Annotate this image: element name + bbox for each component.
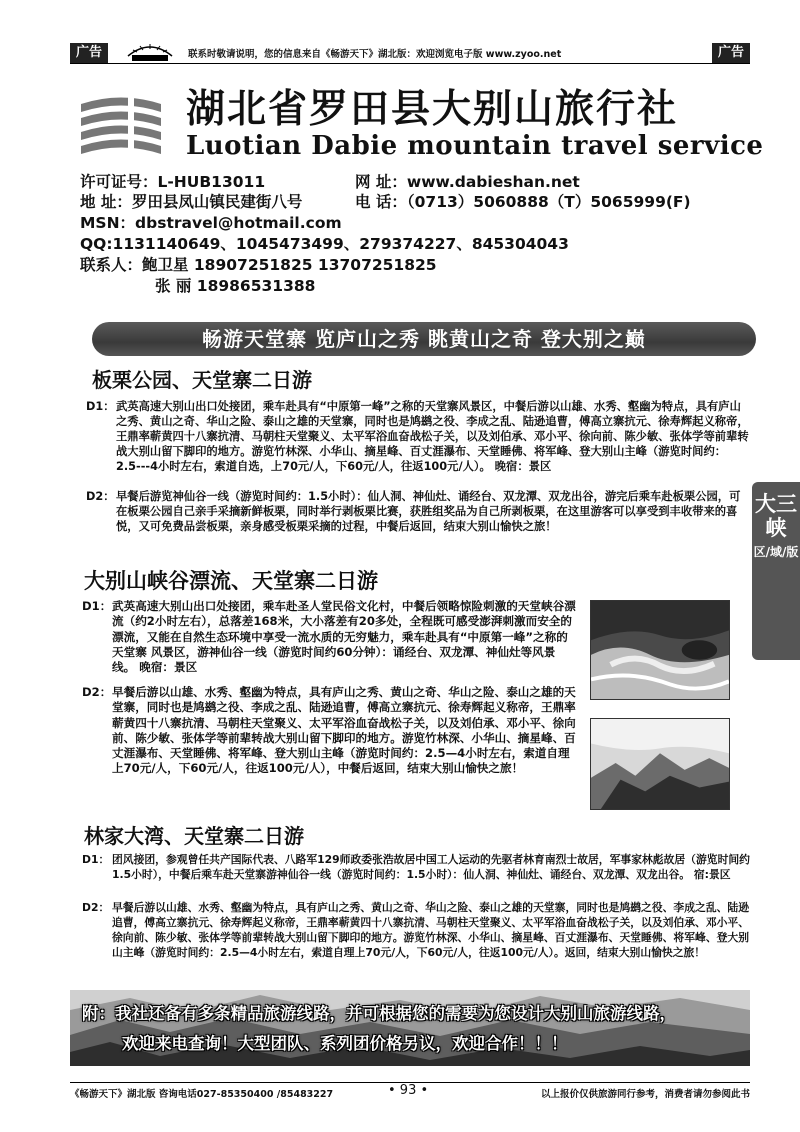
top-notice: 联系时敬请说明，您的信息来自《畅游天下》湖北版：欢迎浏览电子版 www.zyoo.net — [188, 49, 562, 60]
day-label: D1： — [82, 599, 112, 613]
day-text: 武英高速大别山出口处接团，乘车赴圣人堂民俗文化村，中餐后领略惊险刺激的天堂峡谷漂流（约2小时左右），总落差168米，大小落差有20多处，全程既可感受澎湃刺激而安全的漂流，又能在自然生态环境中享受一流水质的无穷魅力，乘车赴具有“中原第一峰”之称的天堂寨 风景区，游神仙谷一线（游览时间约60分钟）：诵经台、双龙潭、神仙灶等风景线。 晚宿：景区 — [112, 599, 576, 675]
mountain-photo — [590, 718, 730, 810]
footer-note-line-1: 附：我社还备有多条精品旅游线路，并可根据您的需要为您设计大别山旅游线路， — [82, 1004, 676, 1023]
day-text: 早餐后游览神仙谷一线（游览时间约：1.5小时）：仙人洞、神仙灶、诵经台、双龙潭、双龙出谷，游完后乘车赴板栗公园，可在板栗公园自己亲手采摘新鲜板栗，同时举行剥板栗比赛，获胜组奖品为自己所剥板栗，在这里游客可以享受到丰收带来的喜悦，又可免费品尝板栗，亲身感受板栗采摘的过程，中餐后返回，结束大别山愉快之旅！ — [116, 490, 741, 533]
route-3-day-1 — [82, 852, 750, 882]
contact-person-2: 张 丽 18986531388 — [155, 277, 316, 295]
side-tab-subtitle: 区/域/版 — [753, 545, 799, 559]
contact-person-1: 联系人：鲍卫星 18907251825 13707251825 — [80, 256, 437, 274]
rafting-photo — [590, 600, 730, 700]
day-label: D2： — [86, 490, 115, 503]
day-text: 早餐后游以山雄、水秀、壑幽为特点，具有庐山之秀、黄山之奇、华山之险、泰山之雄的天堂寨，同时也是鸠鹚之役、李成之乱、陆逊追曹，傅高立寨抗元、徐寿辉起义称帝，王鼎率蕲黄四十八寨抗清、马朝柱天堂聚义、太平军浴血奋战松子关，以及刘伯承、邓小平、徐向前、陈少敏、张体学等前辈转战大别山留下脚印的地方。游览竹林深、小华山、摘星峰、百丈涯瀑布、天堂睡佛、将军峰、登大别山主峰（游览时间约：2.5—4小时左右，索道自理上70元/人，下60元/人，往返100元/人）。返回，结束大别山愉快之旅！ — [112, 901, 750, 959]
footer-hotline: 《畅游天下》湖北版 咨询电话027-85350400 /85483227 — [70, 1089, 334, 1100]
day-label: D2： — [82, 685, 112, 699]
address-line: 地 址：罗田县凤山镇民建街八号 — [80, 193, 303, 211]
day-text: 团风接团，参观曾任共产国际代表、八路军129师政委张浩故居中国工人运动的先驱者林育南烈士故居，军事家林彪故居（游览时间约1.5小时），中餐后乘车赴天堂寨游神仙谷一线（游览时间约：1.5小时）：仙人洞、神仙灶、诵经台、双龙潭、双龙出谷。 宿:景区 — [112, 853, 750, 881]
footer-note-line-2: 欢迎来电查询！大型团队、系列团价格另议，欢迎合作！！！ — [122, 1034, 568, 1053]
day-text: 早餐后游以山雄、水秀、壑幽为特点，具有庐山之秀、黄山之奇、华山之险、泰山之雄的天堂寨，同时也是鸠鹚之役、李成之乱、陆逊追曹，傅高立寨抗元、徐寿辉起义称帝，王鼎率蕲黄四十八寨抗清、马朝柱天堂聚义、太平军浴血奋战松子关，以及刘伯承、邓小平、徐向前、陈少敏、张体学等前辈转战大别山留下脚印的地方。游览竹林深、小华山、摘星峰、百丈涯瀑布、天堂睡佛、将军峰、登大别山主峰（游览时间约：2.5—4小时左右，索道自理上70元/人，下60元/人，往返100元/人），中餐后返回，结束大别山愉快之旅！ — [112, 685, 576, 776]
route-1-title: 板栗公园、天堂寨二日游 — [92, 368, 312, 392]
route-2-day-1 — [82, 599, 578, 675]
page-number: • 93 • — [388, 1083, 429, 1098]
route-2-day-2 — [82, 685, 578, 777]
region-side-tab — [752, 482, 800, 660]
license-line: 许可证号：L-HUB13011 — [80, 173, 266, 191]
agency-logo-icon — [76, 86, 166, 161]
route-3-day-2 — [82, 900, 750, 960]
footer-disclaimer: 以上报价仅供旅游同行参考，消费者请勿参阅此书 — [540, 1089, 750, 1100]
route-3-title: 林家大湾、天堂寨二日游 — [84, 824, 304, 848]
route-1-day-2 — [86, 489, 750, 534]
route-1-day-1 — [86, 399, 750, 474]
agency-title: 湖北省罗田县大别山旅行社 — [186, 87, 679, 132]
qq-line: QQ:1131140649、1045473499、279374227、845304043 — [80, 235, 569, 253]
day-label: D1： — [82, 853, 110, 866]
ad-label-left: 广告 — [70, 43, 108, 63]
phone-line: 电 话：（0713）5060888（T）5065999(F) — [355, 193, 691, 211]
slogan-banner: 畅游天堂寨 览庐山之秀 眺黄山之奇 登大别之巅 — [92, 322, 756, 356]
magazine-logo-icon — [120, 42, 180, 62]
ad-label-right: 广告 — [712, 43, 750, 63]
side-tab-title: 大三峡 — [755, 492, 797, 540]
day-text: 武英高速大别山出口处接团，乘车赴具有“中原第一峰”之称的天堂寨风景区，中餐后游以山雄、水秀、壑幽为特点，具有庐山之秀、黄山之奇、华山之险、泰山之雄的天堂寨，同时也是鸠鹚之役、李成之乱、陆逊追曹，傅高立寨抗元、徐寿辉起义称帝，王鼎率蕲黄四十八寨抗清、马朝柱天堂聚义、太平军浴血奋战松子关，以及刘伯承、邓小平、徐向前、陈少敏、张体学等前辈转战大别山留下脚印的地方。游览竹林深、小华山、摘星峰、百丈涯瀑布、天堂睡佛、将军峰、登大别山主峰（游览时间约：2.5---4小时左右，索道自选，上70元/人，下60元/人，往返100元/人）。 晚宿：景区 — [116, 400, 749, 473]
agency-title-en: Luotian Dabie mountain travel service — [186, 131, 764, 161]
top-ad-bar — [70, 42, 750, 64]
msn-line: MSN：dbstravel@hotmail.com — [80, 214, 342, 232]
website-line[interactable]: 网 址：www.dabieshan.net — [355, 173, 580, 191]
day-label: D2： — [82, 901, 110, 914]
route-2-title: 大别山峡谷漂流、天堂寨二日游 — [84, 569, 378, 593]
page-footer — [70, 1082, 750, 1098]
day-label: D1： — [86, 400, 115, 413]
